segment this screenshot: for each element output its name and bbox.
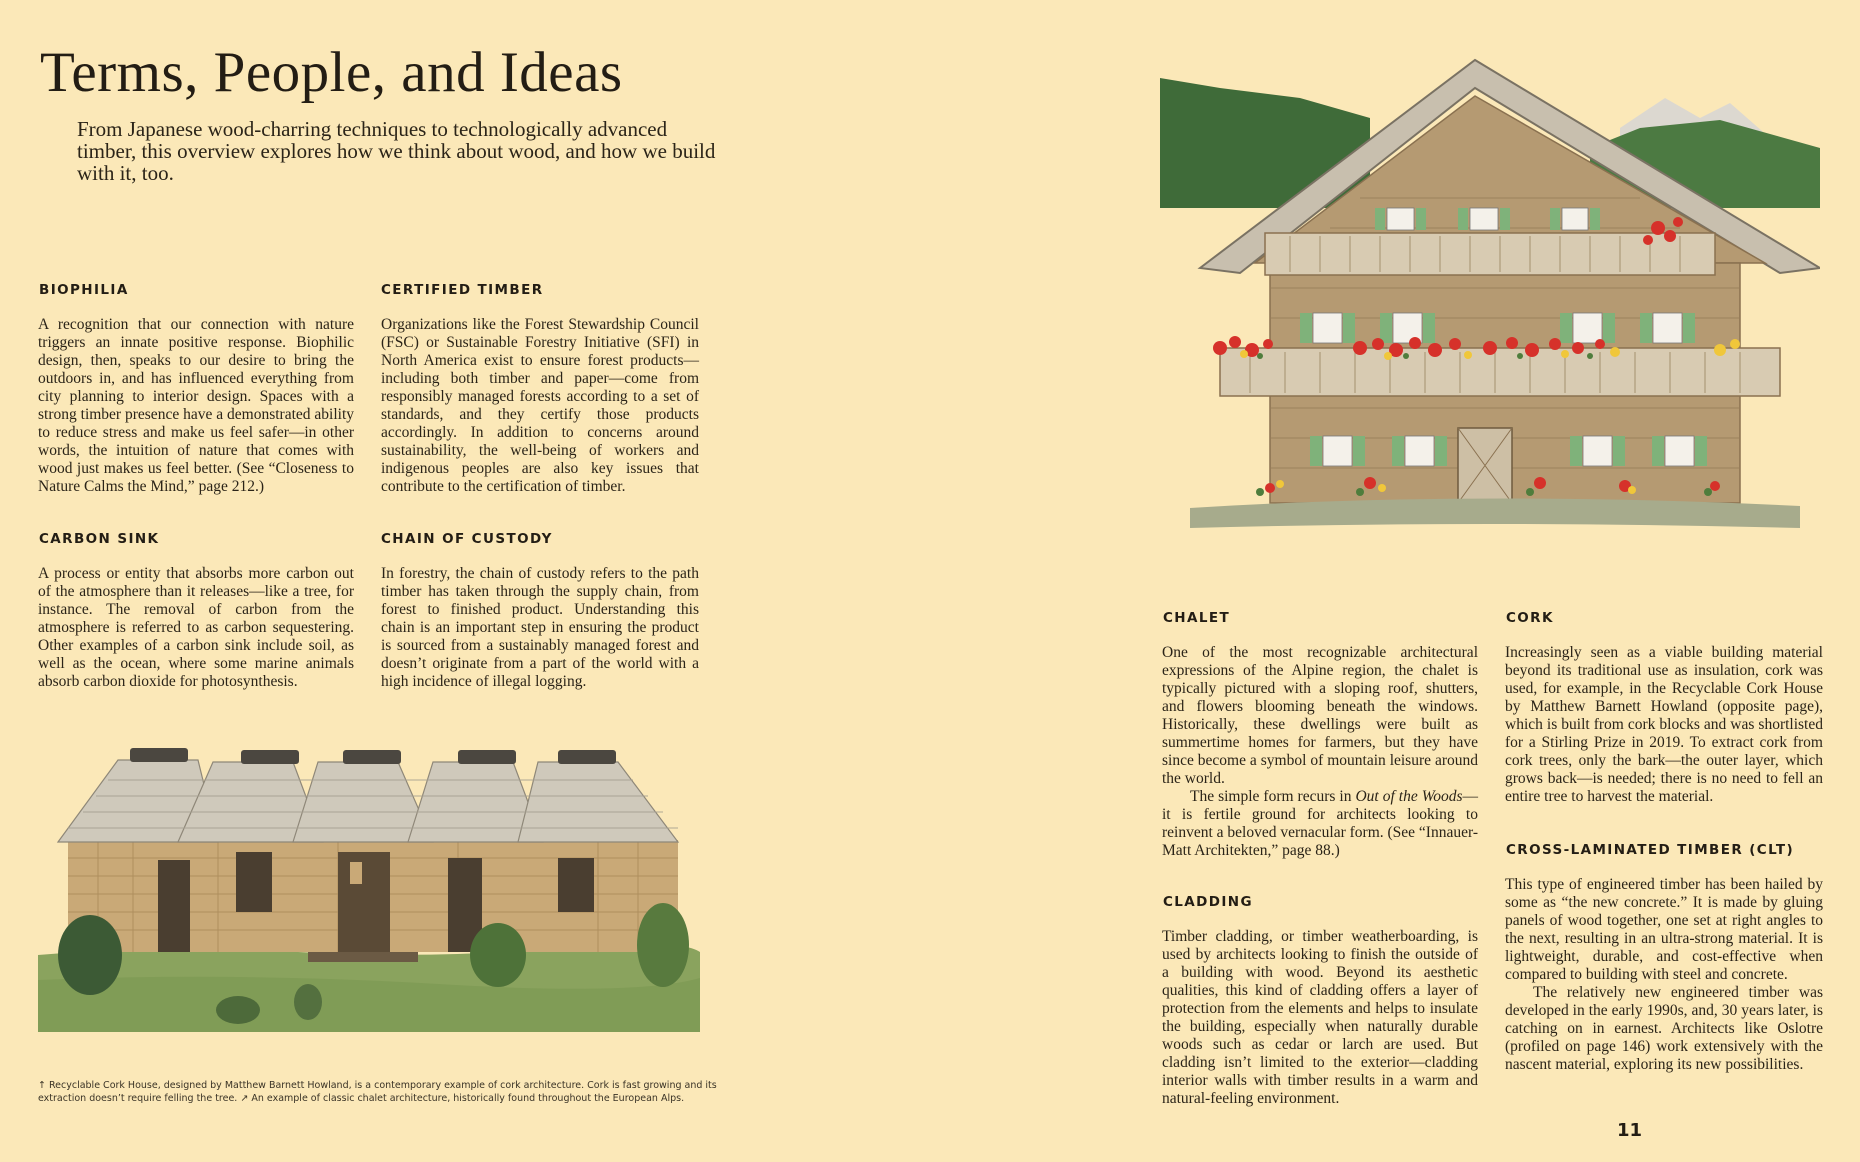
entry-chalet: [1162, 644, 1478, 860]
heading-biophilia: BIOPHILIA: [39, 282, 129, 298]
entry-carbon-sink: [38, 565, 354, 691]
body-clt-2: The relatively new engineered timber was developed in the early 1990s, and, 30 years later, is catching on in earnest. Architects like Oslotre (profiled on page 146) work extensively with the nascent material, exploring its new possibilities.: [1505, 984, 1823, 1073]
body-cork: Increasingly seen as a viable building material beyond its traditional use as insulation, cork was used, for example, in the Recyclable Cork House by Matthew Barnett Howland (opposite page), which is built from cork blocks and was shortlisted for a Stirling Prize in 2019. To extract cork from cork trees, only the bark—the outer layer, which grows back—is needed; there is no need to fell an entire tree to harvest the material.: [1505, 644, 1823, 805]
body-chalet-2-post: —it is fertile ground for architects looking to reinvent a beloved vernacular form. (See “Innauer-Matt Architekten,” page 88.): [1162, 788, 1478, 859]
entry-certified-timber: [381, 316, 699, 496]
photo-caption: [38, 1079, 718, 1105]
body-chalet-2-pre: The simple form recurs in: [1190, 788, 1356, 805]
shrub: [470, 923, 526, 987]
body-cladding: Timber cladding, or timber weatherboarding, is used by architects looking to finish the outside of a building with wood. Beyond its aesthetic qualities, this kind of cladding offers a layer of protection from the elements and helps to insulate the building, especially when naturally durable woods such as cedar or larch are used. But cladding isn’t limited to the exterior—cladding interior walls with timber results in a warm and natural-feeling environment.: [1162, 928, 1478, 1107]
body-clt: This type of engineered timber has been hailed by some as “the new concrete.” It is made by gluing panels of wood together, one set at right angles to the next, resulting in an ultra-strong material. It is lightweight, durable, and cost-effective when compared to building with steel and concrete.: [1505, 876, 1823, 983]
body-chain-of-custody: In forestry, the chain of custody refers to the path timber has taken through the supply chain, from forest to finished product. Understanding this chain is an important step in ensuring the product is sourced from a sustainably managed forest and doesn’t originate from a part of the world with a high incidence of illegal logging.: [381, 565, 699, 690]
shrub: [58, 915, 122, 995]
heading-certified-timber: CERTIFIED TIMBER: [381, 282, 544, 298]
heading-clt: CROSS-LAMINATED TIMBER (CLT): [1506, 842, 1795, 858]
body-carbon-sink: A process or entity that absorbs more carbon out of the atmosphere than it releases—like a tree, for instance. The removal of carbon from the atmosphere is referred to as carbon sequestering. Other examples of a carbon sink include soil, as well as the ocean, where some marine animals absorb carbon dioxide for photosynthesis.: [38, 565, 354, 690]
intro-text: From Japanese wood-charring techniques to technologically advanced timber, this overview explores how we think about wood, and how we build with it, too.: [77, 117, 716, 185]
body-certified-timber: Organizations like the Forest Stewardship Council (FSC) or Sustainable Forestry Initiative (SFI) in North America exist to ensure forest products—including both timber and paper—come from responsibly managed forests according to a set of standards, and they certify those products accordingly. In addition to concerns around sustainability, the well-being of workers and indigenous peoples are also key issues that contribute to the certification of timber.: [381, 316, 699, 495]
lower-balcony: [1220, 348, 1780, 396]
entry-cork: [1505, 644, 1823, 806]
page-number: 11: [1617, 1120, 1643, 1141]
entry-chain-of-custody: [381, 565, 699, 691]
body-chalet: One of the most recognizable architectural expressions of the Alpine region, the chalet is typically pictured with a sloping roof, shutters, and flowers blooming beneath the windows. Historically, these dwellings were built as summertime homes for farmers, but they have since become a symbol of mountain leisure around the world.: [1162, 644, 1478, 787]
chalet-illustration: [1160, 58, 1820, 538]
caption-chalet: ↗ An example of classic chalet architecture, historically found throughout the European Alps.: [240, 1093, 685, 1104]
body-chalet-2: [1162, 788, 1478, 860]
entry-biophilia: [38, 316, 354, 496]
book-title-out-of-the-woods: Out of the Woods: [1355, 788, 1463, 805]
heading-cladding: CLADDING: [1163, 894, 1253, 910]
entry-clt: [1505, 876, 1823, 1074]
caption-cork-house: ↑ Recyclable Cork House, designed by Matthew Barnett Howland, is a contemporary example of cork architecture. Cork is fast growing and its extraction doesn’t require felling the tree.: [38, 1080, 717, 1104]
heading-chalet: CHALET: [1163, 610, 1231, 626]
cork-house-illustration: [38, 740, 700, 1032]
shrub: [637, 903, 689, 987]
heading-carbon-sink: CARBON SINK: [39, 531, 160, 547]
page-title: Terms, People, and Ideas: [40, 41, 623, 104]
heading-chain-of-custody: CHAIN OF CUSTODY: [381, 531, 553, 547]
body-biophilia: A recognition that our connection with nature triggers an innate positive response. Biophilic design, then, speaks to our desire to bring the outdoors in, and has influenced everything from city planning to interior design. Spaces with a strong timber presence have a demonstrated ability to reduce stress and make us feel safer—in other words, the intuition of nature that comes with wood just makes us feel better. (See “Closeness to Nature Calms the Mind,” page 212.): [38, 316, 354, 495]
heading-cork: CORK: [1506, 610, 1554, 626]
entry-cladding: [1162, 928, 1478, 1108]
roof-modules: [58, 760, 678, 842]
